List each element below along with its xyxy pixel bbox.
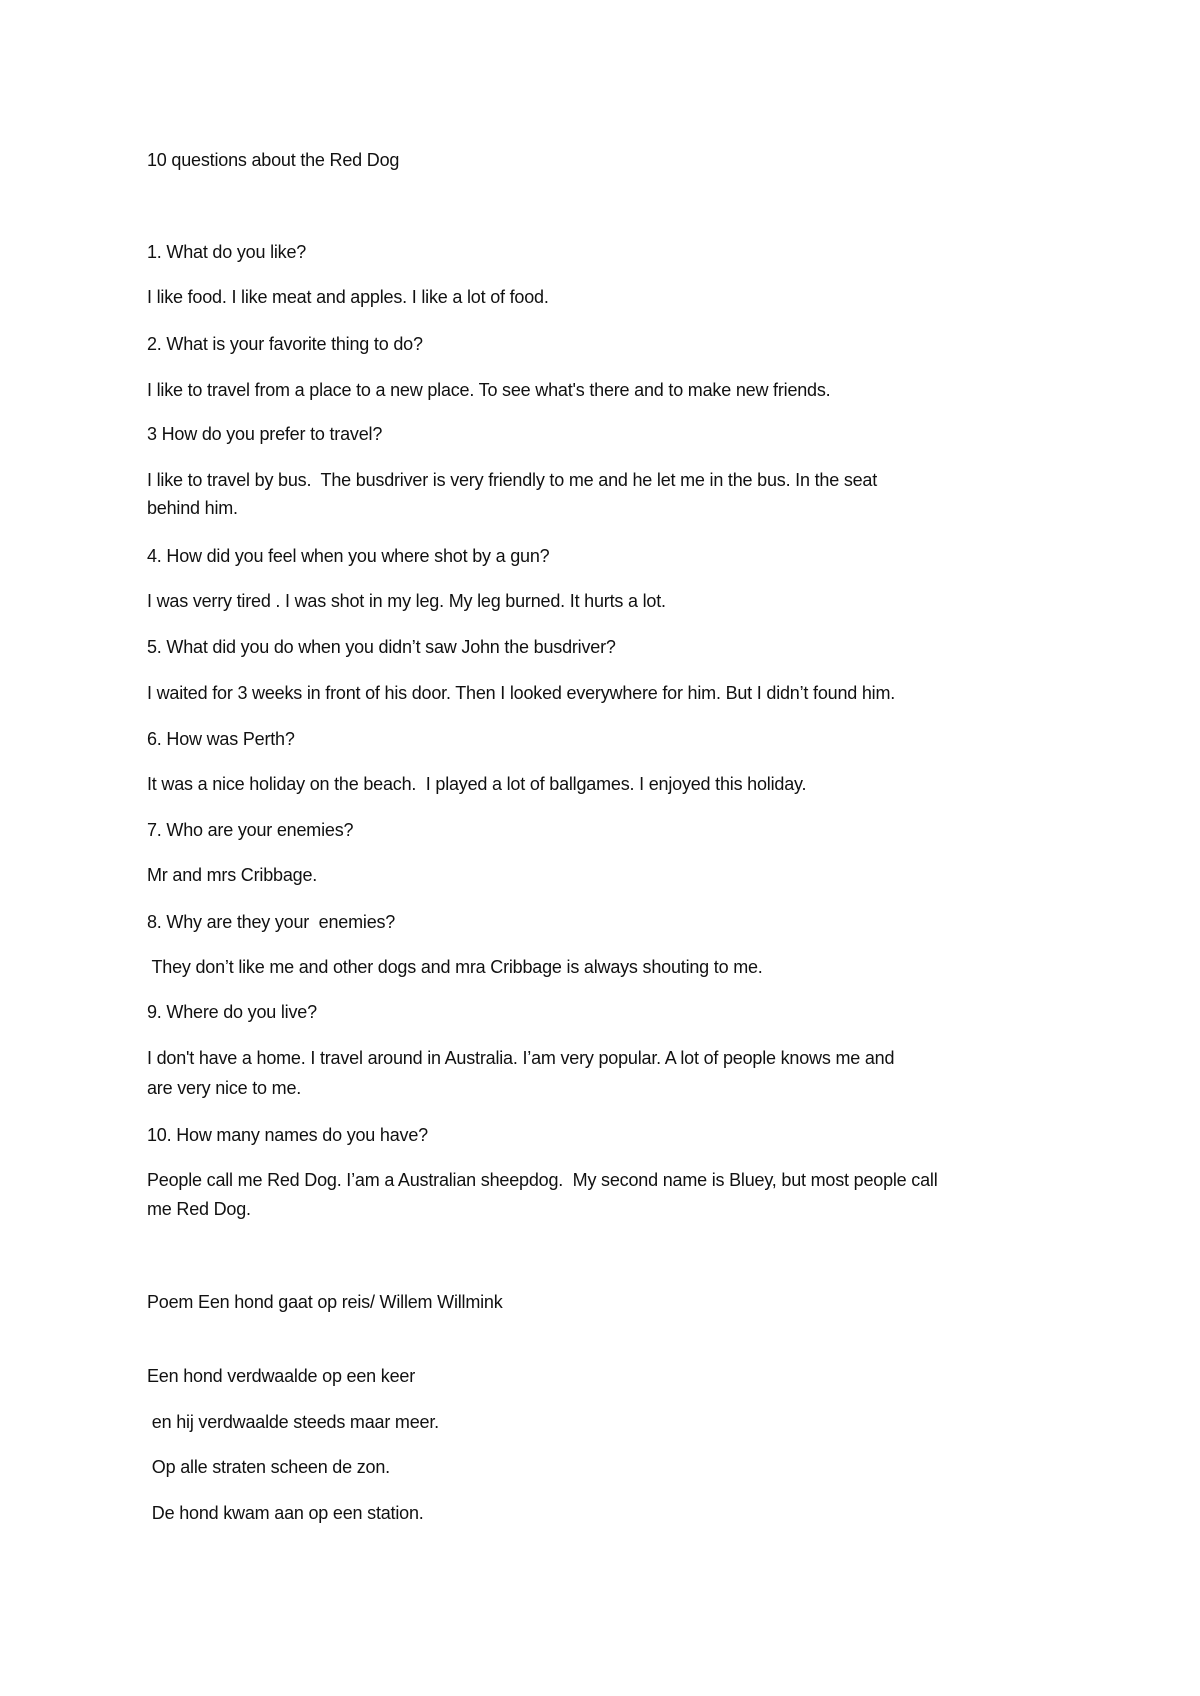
question-6: 6. How was Perth?	[147, 729, 295, 749]
question-10: 10. How many names do you have?	[147, 1125, 428, 1145]
answer-3-line-1: I like to travel by bus. The busdriver is very friendly to me and he let me in the bus. In the seat	[147, 470, 878, 490]
question-3: 3 How do you prefer to travel?	[147, 424, 383, 444]
poem-heading: Poem Een hond gaat op reis/ Willem Willmink	[147, 1292, 503, 1312]
answer-6: It was a nice holiday on the beach. I played a lot of ballgames. I enjoyed this holiday.	[147, 774, 807, 794]
answer-4: I was verry tired . I was shot in my leg. My leg burned. It hurts a lot.	[147, 591, 666, 611]
answer-5: I waited for 3 weeks in front of his door. Then I looked everywhere for him. But I didn’t found him.	[147, 683, 896, 703]
answer-10-line-2: me Red Dog.	[147, 1199, 251, 1219]
question-2: 2. What is your favorite thing to do?	[147, 334, 423, 354]
poem-line-2: en hij verdwaalde steeds maar meer.	[147, 1412, 439, 1432]
question-7: 7. Who are your enemies?	[147, 820, 354, 840]
answer-8: They don’t like me and other dogs and mra Cribbage is always shouting to me.	[147, 957, 763, 977]
question-4: 4. How did you feel when you where shot by a gun?	[147, 546, 550, 566]
answer-10-line-1: People call me Red Dog. I’am a Australian sheepdog. My second name is Bluey, but most people call	[147, 1170, 938, 1190]
answer-3-line-2: behind him.	[147, 498, 238, 518]
question-5: 5. What did you do when you didn’t saw John the busdriver?	[147, 637, 616, 657]
answer-9-line-2: are very nice to me.	[147, 1078, 302, 1098]
poem-line-3: Op alle straten scheen de zon.	[147, 1457, 390, 1477]
document-title: 10 questions about the Red Dog	[147, 150, 400, 170]
question-8: 8. Why are they your enemies?	[147, 912, 396, 932]
answer-9-line-1: I don't have a home. I travel around in Australia. I’am very popular. A lot of people knows me and	[147, 1048, 895, 1068]
answer-2: I like to travel from a place to a new place. To see what's there and to make new friends.	[147, 380, 831, 400]
answer-7: Mr and mrs Cribbage.	[147, 865, 318, 885]
question-1: 1. What do you like?	[147, 242, 307, 262]
answer-1: I like food. I like meat and apples. I like a lot of food.	[147, 287, 549, 307]
question-9: 9. Where do you live?	[147, 1002, 317, 1022]
poem-line-4: De hond kwam aan op een station.	[147, 1503, 424, 1523]
poem-line-1: Een hond verdwaalde op een keer	[147, 1366, 416, 1386]
